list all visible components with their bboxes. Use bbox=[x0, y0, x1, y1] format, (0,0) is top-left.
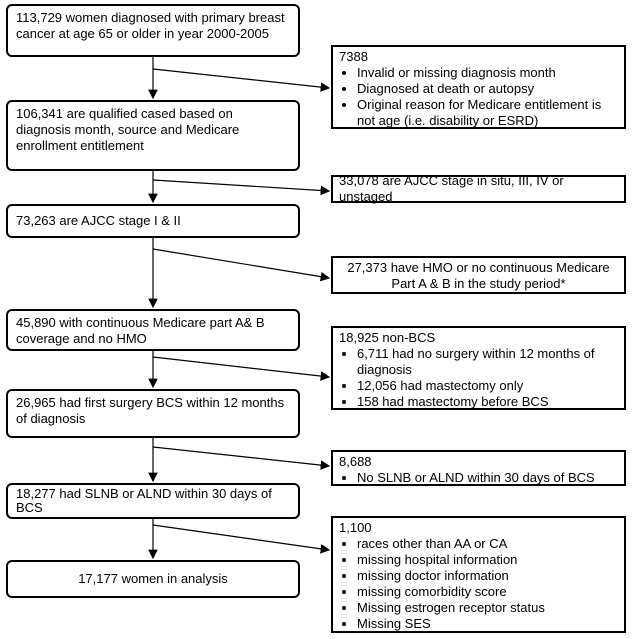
exclusion-box-2-heading: 33,078 are AJCC stage in situ, III, IV or unstaged bbox=[339, 173, 564, 204]
arrow-exclusion-1 bbox=[153, 69, 329, 88]
exclusion-item: • 6,711 had no surgery within 12 months of diagnosis bbox=[357, 346, 618, 378]
exclusion-box-4-heading: 18,925 non-BCS bbox=[339, 330, 436, 345]
exclusion-box-5-list bbox=[339, 470, 618, 486]
arrow-exclusion-4 bbox=[153, 357, 329, 377]
exclusion-item: • Diagnosed at death or autopsy bbox=[357, 81, 618, 97]
exclusion-box-6-list bbox=[339, 536, 618, 632]
exclusion-item: • Original reason for Medicare entitlement is not age (i.e. disability or ESRD) bbox=[357, 97, 618, 129]
main-box-6-text: 18,277 had SLNB or ALND within 30 days of BCS bbox=[16, 486, 272, 515]
main-box-2 bbox=[6, 100, 300, 171]
main-box-1 bbox=[6, 4, 300, 57]
main-box-2-text: 106,341 are qualified cased based on diagnosis month, source and Medicare enrollment entitlement bbox=[16, 106, 240, 153]
main-box-3-text: 73,263 are AJCC stage I & II bbox=[16, 213, 181, 228]
exclusion-box-2 bbox=[331, 175, 626, 203]
exclusion-item: • Missing estrogen receptor status bbox=[357, 600, 618, 616]
exclusion-box-5-heading: 8,688 bbox=[339, 454, 372, 469]
exclusion-item: • 158 had mastectomy before BCS bbox=[357, 394, 618, 410]
arrow-exclusion-5 bbox=[153, 447, 329, 466]
arrow-exclusion-2 bbox=[153, 180, 329, 191]
main-box-6 bbox=[6, 483, 300, 519]
main-box-3 bbox=[6, 204, 300, 238]
exclusion-item: • Invalid or missing diagnosis month bbox=[357, 65, 618, 81]
main-box-1-text: 113,729 women diagnosed with primary breast cancer at age 65 or older in year 2000-2005 bbox=[16, 10, 285, 41]
exclusion-box-3 bbox=[331, 256, 626, 294]
exclusion-item: • missing doctor information bbox=[357, 568, 618, 584]
exclusion-box-6 bbox=[331, 516, 626, 633]
main-box-4 bbox=[6, 309, 300, 351]
exclusion-item: • missing comorbidity score bbox=[357, 584, 618, 600]
arrow-exclusion-6 bbox=[153, 525, 329, 550]
exclusion-box-1-list bbox=[339, 65, 618, 129]
exclusion-item: • races other than AA or CA bbox=[357, 536, 618, 552]
exclusion-box-6-heading: 1,100 bbox=[339, 520, 372, 535]
exclusion-box-1 bbox=[331, 45, 626, 129]
exclusion-box-1-heading: 7388 bbox=[339, 49, 368, 64]
exclusion-item: • missing hospital information bbox=[357, 552, 618, 568]
exclusion-box-5 bbox=[331, 450, 626, 486]
main-box-4-text: 45,890 with continuous Medicare part A& B coverage and no HMO bbox=[16, 315, 265, 346]
exclusion-item: • 12,056 had mastectomy only bbox=[357, 378, 618, 394]
main-box-5-text: 26,965 had first surgery BCS within 12 months of diagnosis bbox=[16, 395, 285, 426]
exclusion-item: • No SLNB or ALND within 30 days of BCS bbox=[357, 470, 618, 486]
main-box-7 bbox=[6, 560, 300, 598]
exclusion-box-4-list bbox=[339, 346, 618, 410]
arrow-exclusion-3 bbox=[153, 249, 329, 278]
exclusion-item: • Missing SES bbox=[357, 616, 618, 632]
main-box-5 bbox=[6, 389, 300, 438]
exclusion-box-4 bbox=[331, 326, 626, 410]
main-box-7-text: 17,177 women in analysis bbox=[78, 571, 228, 586]
exclusion-box-3-heading: 27,373 have HMO or no continuous Medicare Part A & B in the study period* bbox=[347, 260, 610, 291]
